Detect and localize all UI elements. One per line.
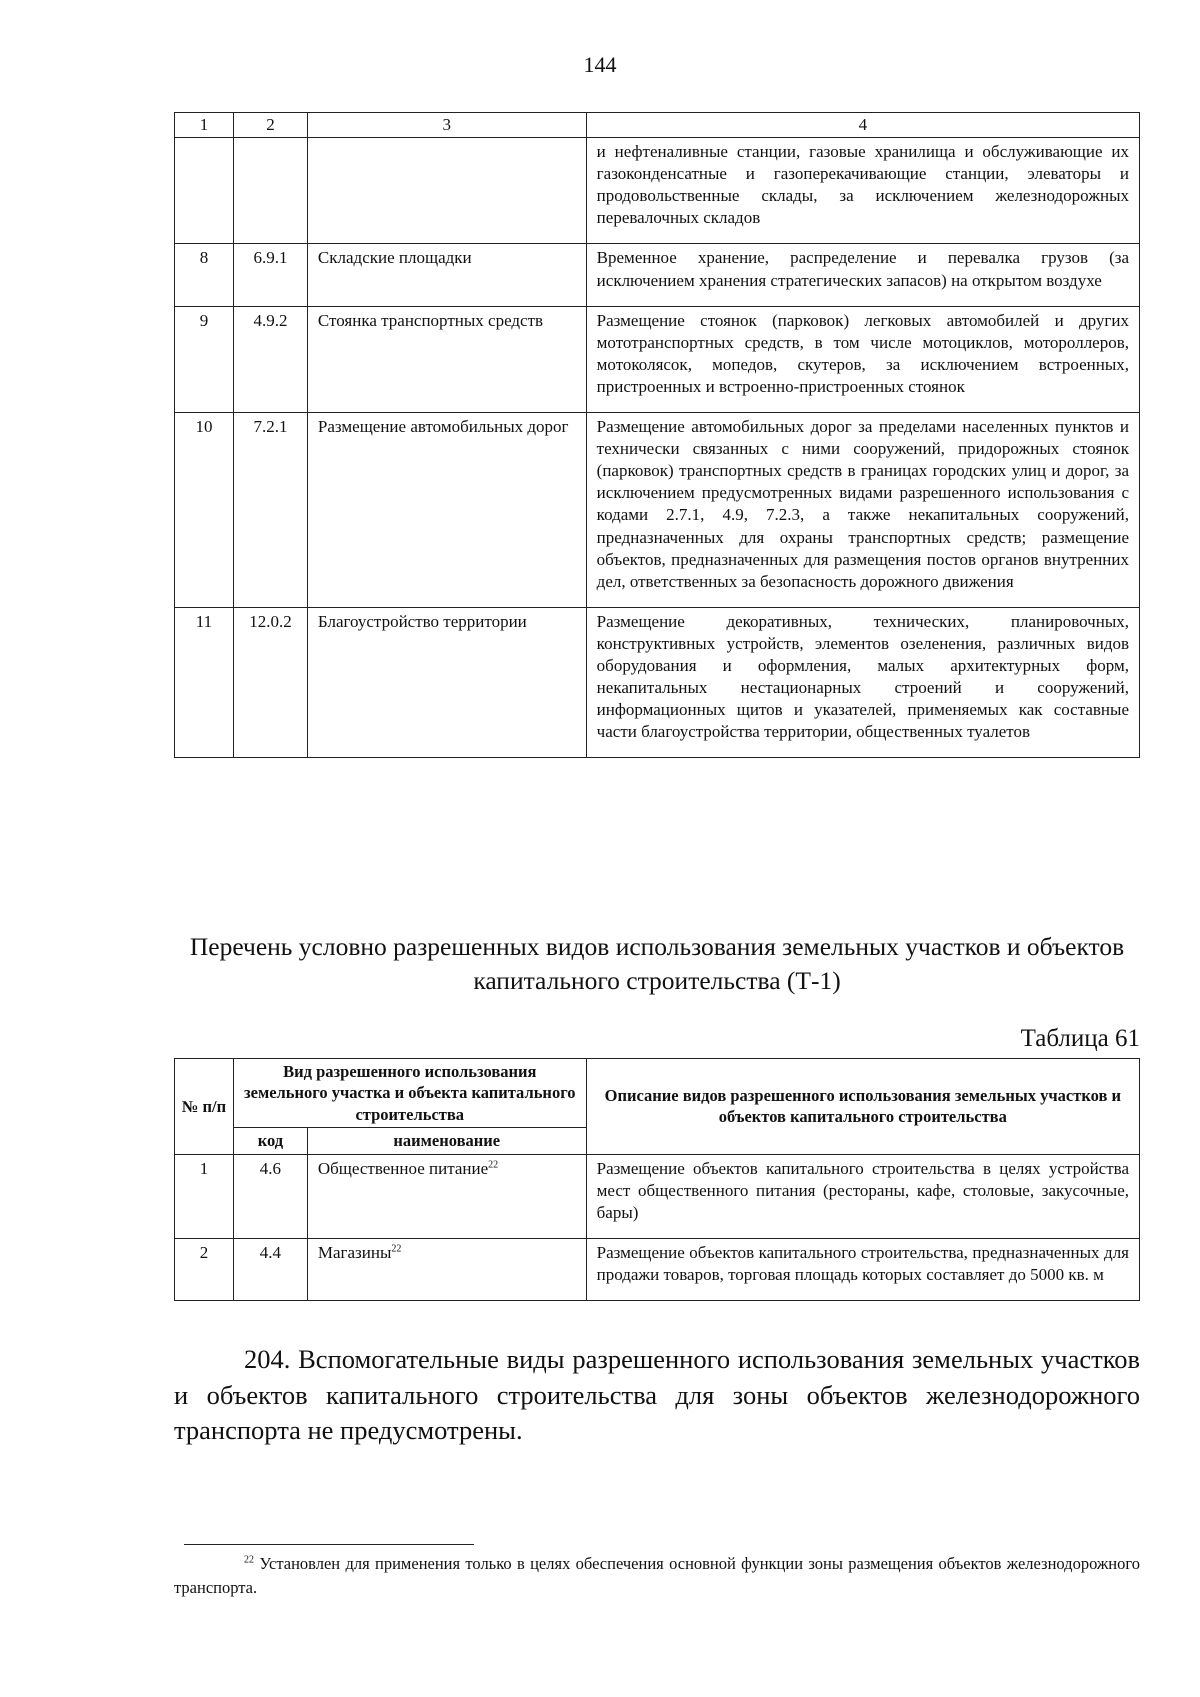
row-description: и нефтеналивные станции, газовые хранилища и обслуживающие их газоконденсатные и газоперекачивающие станции, элеваторы и продовольственные склады, за исключением железнодорожных перевалочных складов: [586, 138, 1139, 244]
row-number: 1: [175, 1154, 234, 1238]
page-number: 144: [583, 52, 617, 77]
row-description: Размещение стоянок (парковок) легковых автомобилей и других мототранспортных средств, в том числе мотоциклов, мотороллеров, мотоколясок, мопедов, скутеров, за исключением встроенных, пристроенных и встроенно-пристроенных стоянок: [586, 306, 1139, 412]
footnote-text: Установлен для применения только в целях обеспечения основной функции зоны размещения объектов железнодорожного транспорта.: [174, 1554, 1140, 1597]
header-use-type: Вид разрешенного использования земельного участка и объекта капитального строительства: [233, 1059, 586, 1128]
paragraph-204: 204. Вспомогательные виды разрешенного использования земельных участков и объектов капитального строительства для зоны объектов железнодорожного транспорта не предусмотрены.: [174, 1344, 1140, 1445]
table-header-row: [175, 1059, 1140, 1128]
row-name-text: Магазины: [317, 1243, 392, 1263]
row-number: 9: [175, 306, 234, 412]
row-number: 8: [175, 244, 234, 306]
header-row-number: № п/п: [175, 1059, 234, 1155]
table-row: [175, 244, 1140, 306]
table-continued: [174, 112, 1140, 758]
row-description: Размещение объектов капитального строительства, предназначенных для продажи товаров, торговая площадь которых составляет до 5000 кв. м: [586, 1239, 1139, 1301]
table-row: [175, 306, 1140, 412]
footnote-mark: 22: [244, 1554, 254, 1566]
header-name: наименование: [307, 1128, 586, 1154]
column-number-4: 4: [586, 113, 1139, 138]
header-description: Описание видов разрешенного использования земельных участков и объектов капитального строительства: [586, 1059, 1139, 1155]
row-number: 2: [175, 1239, 234, 1301]
row-description: Временное хранение, распределение и перевалка грузов (за исключением хранения стратегических запасов) на открытом воздухе: [586, 244, 1139, 306]
row-number: 11: [175, 607, 234, 758]
row-name: Размещение автомобильных дорог: [307, 413, 586, 608]
row-code: 4.9.2: [233, 306, 307, 412]
table-row: [175, 607, 1140, 758]
row-name: Благоустройство территории: [307, 607, 586, 758]
row-description: Размещение декоративных, технических, планировочных, конструктивных устройств, элементов озеленения, различных видов оборудования и оформления, малых архитектурных форм, некапитальных нестационарных строений и сооружений, информационных щитов и указателей, применяемых как составные части благоустройства территории, общественных туалетов: [586, 607, 1139, 758]
table-caption: Таблица 61: [1020, 1025, 1140, 1052]
table-row: [175, 1239, 1140, 1301]
row-code: 6.9.1: [233, 244, 307, 306]
table-row: [175, 138, 1140, 244]
row-code: 4.4: [233, 1239, 307, 1301]
column-number-2: 2: [233, 113, 307, 138]
table-header-row: [175, 113, 1140, 138]
footnote-divider: [184, 1544, 474, 1545]
header-code: код: [233, 1128, 307, 1154]
row-description: Размещение автомобильных дорог за пределами населенных пунктов и технически связанных с ними сооружений, придорожных стоянок (парковок) транспортных средств в границах городских улиц и дорог, за исключением предусмотренных видами разрешенного использования с кодами 2.7.1, 4.9, 7.2.3, а также некапитальных сооружений, предназначенных для охраны транспортных средств; размещение объектов, предназначенных для размещения постов органов внутренних дел, ответственных за безопасность дорожного движения: [586, 413, 1139, 608]
table-row: [175, 1154, 1140, 1238]
row-name: Складские площадки: [307, 244, 586, 306]
table-61: [174, 1058, 1140, 1301]
footnote-reference: 22: [391, 1243, 402, 1255]
column-number-3: 3: [307, 113, 586, 138]
row-name: [307, 1239, 586, 1301]
row-number: 10: [175, 413, 234, 608]
row-name: [307, 1154, 586, 1238]
section-title: Перечень условно разрешенных видов использования земельных участков и объектов капитального строительства (Т-1): [189, 932, 1125, 995]
table-row: [175, 413, 1140, 608]
row-name: [307, 138, 586, 244]
row-number: [175, 138, 234, 244]
footnote-reference: 22: [488, 1159, 499, 1171]
column-number-1: 1: [175, 113, 234, 138]
row-code: 4.6: [233, 1154, 307, 1238]
row-code: 7.2.1: [233, 413, 307, 608]
row-description: Размещение объектов капитального строительства в целях устройства мест общественного питания (рестораны, кафе, столовые, закусочные, бары): [586, 1154, 1139, 1238]
row-code: [233, 138, 307, 244]
footnote: [174, 1552, 1140, 1600]
row-name-text: Общественное питание: [317, 1158, 489, 1178]
row-code: 12.0.2: [233, 607, 307, 758]
row-name: Стоянка транспортных средств: [307, 306, 586, 412]
